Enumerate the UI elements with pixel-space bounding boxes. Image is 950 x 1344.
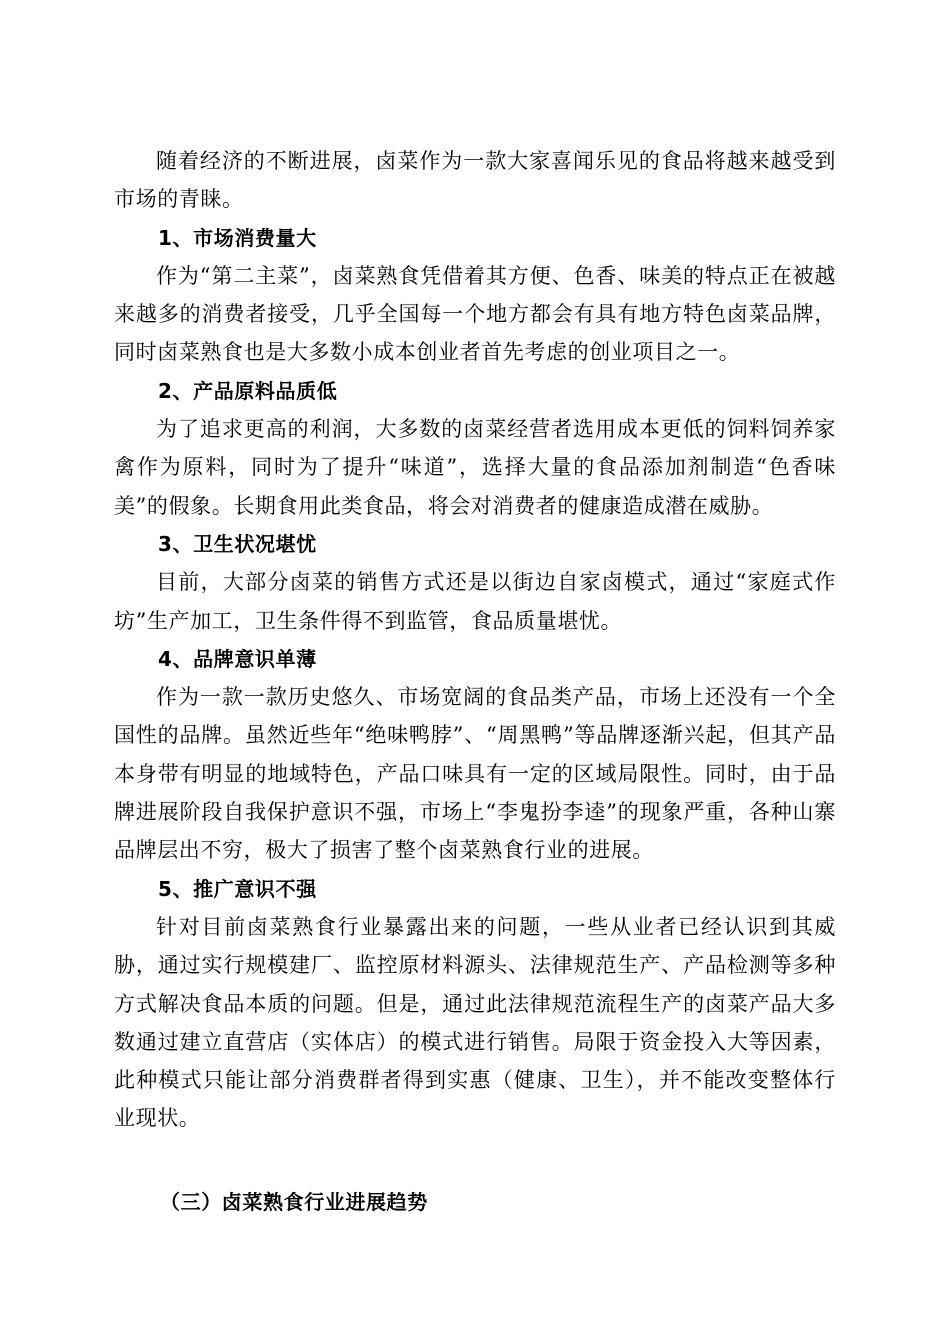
section-heading-2: 2、产品原料品质低 <box>158 378 338 403</box>
next-section-title: （三）卤菜熟食行业进展趋势 <box>160 1190 428 1214</box>
section-paragraph-3: 目前，大部分卤菜的销售方式还是以街边自家卤模式，通过“家庭式作坊”生产加工，卫生条件得不到监管，食品质量堪忧。 <box>114 570 836 633</box>
section-paragraph-2: 为了追求更高的利润，大多数的卤菜经营者选用成本更低的饲料饲养家禽作为原料，同时为了提升“味道”，选择大量的食品添加剂制造“色香味美”的假象。长期食用此类食品，将会对消费者的健康造成潜在威胁。 <box>114 417 836 518</box>
document-body <box>114 142 836 1138</box>
section-heading-3: 3、卫生状况堪忧 <box>158 531 317 556</box>
section-paragraph-5: 针对目前卤菜熟食行业暴露出来的问题，一些从业者已经认识到其威胁，通过实行规模建厂、监控原材料源头、法律规范生产、产品检测等多种方式解决食品本质的问题。但是，通过此法律规范流程生产的卤菜产品大多数通过建立直营店（实体店）的模式进行销售。局限于资金投入大等因素，此种模式只能让部分消费群者得到实惠（健康、卫生），并不能改变整体行业现状。 <box>114 914 836 1131</box>
section-heading-1: 1、市场消费量大 <box>158 225 317 250</box>
section-paragraph-1: 作为“第二主菜”，卤菜熟食凭借着其方便、色香、味美的特点正在被越来越多的消费者接受，几乎全国每一个地方都会有具有地方特色卤菜品牌，同时卤菜熟食也是大多数小成本创业者首先考虑的创业项目之一。 <box>114 263 836 365</box>
section-heading-5: 5、推广意识不强 <box>158 876 317 901</box>
section-heading-4: 4、品牌意识单薄 <box>158 646 317 671</box>
section-paragraph-4: 作为一款一款历史悠久、市场宽阔的食品类产品，市场上还没有一个全国性的品牌。虽然近些年“绝味鸭脖”、“周黑鸭”等品牌逐渐兴起，但其产品本身带有明显的地域特色，产品口味具有一定的区域局限性。同时，由于品牌进展阶段自我保护意识不强，市场上“李鬼扮李逵”的现象严重，各种山寨品牌层出不穷，极大了损害了整个卤菜熟食行业的进展。 <box>114 685 836 863</box>
intro-paragraph: 随着经济的不断进展，卤菜作为一款大家喜闻乐见的食品将越来越受到市场的青睐。 <box>114 149 836 212</box>
